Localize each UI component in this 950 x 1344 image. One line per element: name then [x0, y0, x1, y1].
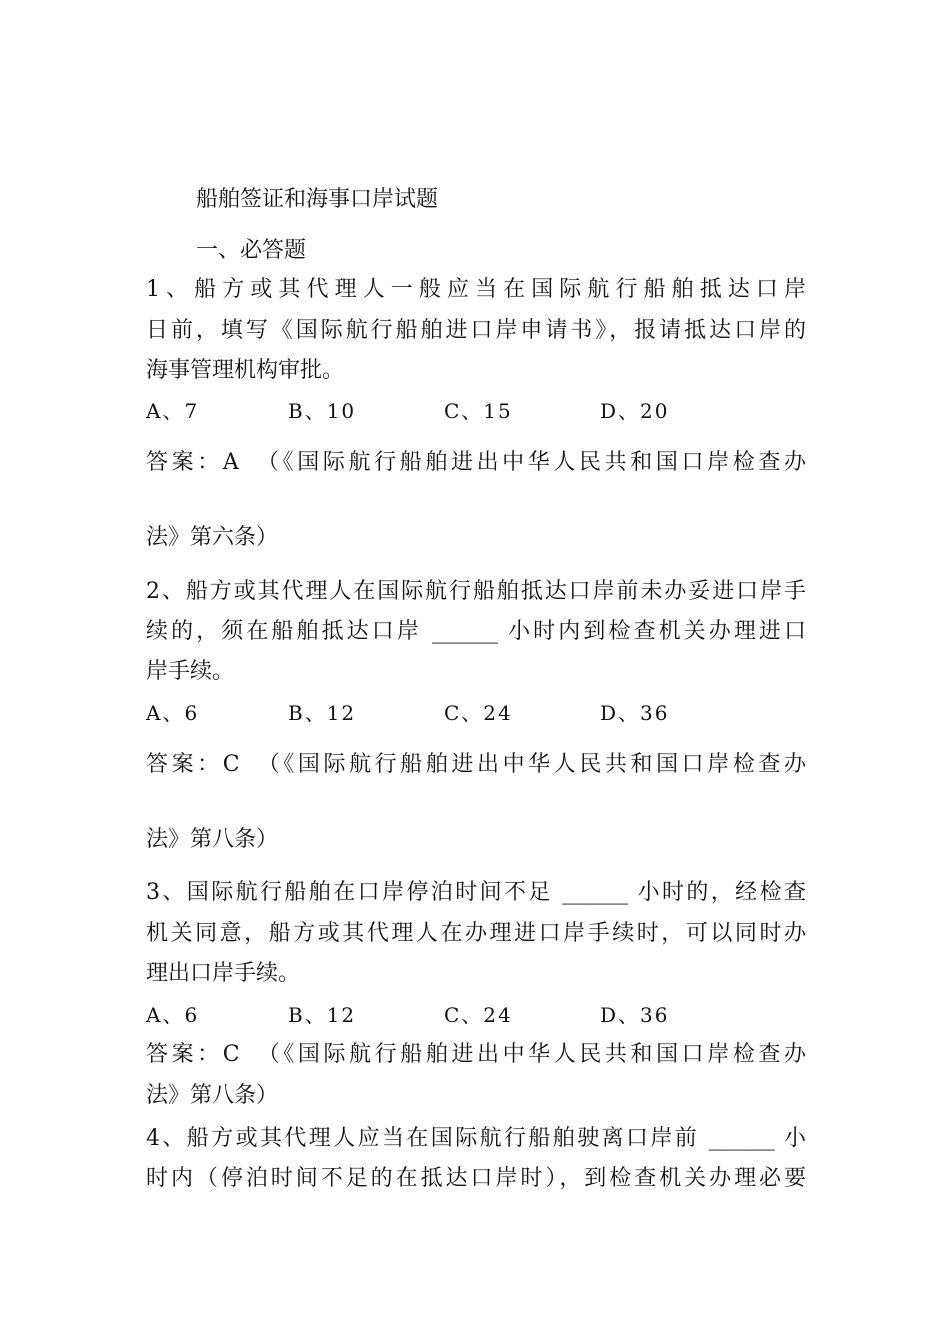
question-3-answer-line-1: 答案：C （《国际航行船舶进出中华人民共和国口岸检查办 [146, 1042, 806, 1067]
option-a: A、6 [146, 701, 200, 725]
question-2-line-1: 2、船方或其代理人在国际航行船舶抵达口岸前未办妥进口岸手 [146, 579, 806, 604]
question-4-line-2: 时内（停泊时间不足的在抵达口岸时），到检查机关办理必要 [146, 1166, 806, 1191]
option-b: B、10 [288, 399, 357, 423]
option-b: B、12 [288, 1003, 357, 1027]
question-3-line-3: 理出口岸手续。 [146, 961, 301, 986]
document-title: 船舶签证和海事口岸试题 [196, 187, 439, 212]
question-3-line-1: 3、国际航行船舶在口岸停泊时间不足 ______ 小时的，经检查 [146, 880, 806, 905]
option-b: B、12 [288, 701, 357, 725]
question-1-answer-line-1: 答案：A （《国际航行船舶进出中华人民共和国口岸检查办 [146, 450, 806, 475]
question-1-line-1: 1、船方或其代理人一般应当在国际航行船舶抵达口岸 [146, 277, 806, 302]
question-2-options [146, 698, 806, 728]
question-1-line-3: 海事管理机构审批。 [146, 358, 345, 383]
option-c: C、24 [444, 1003, 513, 1027]
option-c: C、24 [444, 701, 513, 725]
question-1-line-2: 日前，填写《国际航行船舶进口岸申请书》，报请抵达口岸的 [146, 318, 806, 343]
option-d: D、36 [600, 1003, 670, 1027]
option-a: A、6 [146, 1003, 200, 1027]
option-d: D、20 [600, 399, 670, 423]
question-2-line-2: 续的，须在船舶抵达口岸 ______ 小时内到检查机关办理进口 [146, 619, 806, 644]
question-1-answer-line-2: 法》第六条） [146, 525, 279, 550]
section-heading: 一、必答题 [196, 238, 307, 263]
option-a: A、7 [146, 399, 200, 423]
option-d: D、36 [600, 701, 670, 725]
question-2-answer-line-1: 答案：C （《国际航行船舶进出中华人民共和国口岸检查办 [146, 752, 806, 777]
question-4-line-1: 4、船方或其代理人应当在国际航行船舶驶离口岸前 ______ 小 [146, 1126, 806, 1151]
question-3-answer-line-2: 法》第八条） [146, 1083, 279, 1108]
question-2-answer-line-2: 法》第八条） [146, 827, 279, 852]
question-3-line-2: 机关同意，船方或其代理人在办理进口岸手续时，可以同时办 [146, 921, 806, 946]
option-c: C、15 [444, 399, 513, 423]
question-2-line-3: 岸手续。 [146, 659, 235, 684]
question-1-options [146, 396, 806, 426]
question-3-options [146, 1000, 806, 1030]
